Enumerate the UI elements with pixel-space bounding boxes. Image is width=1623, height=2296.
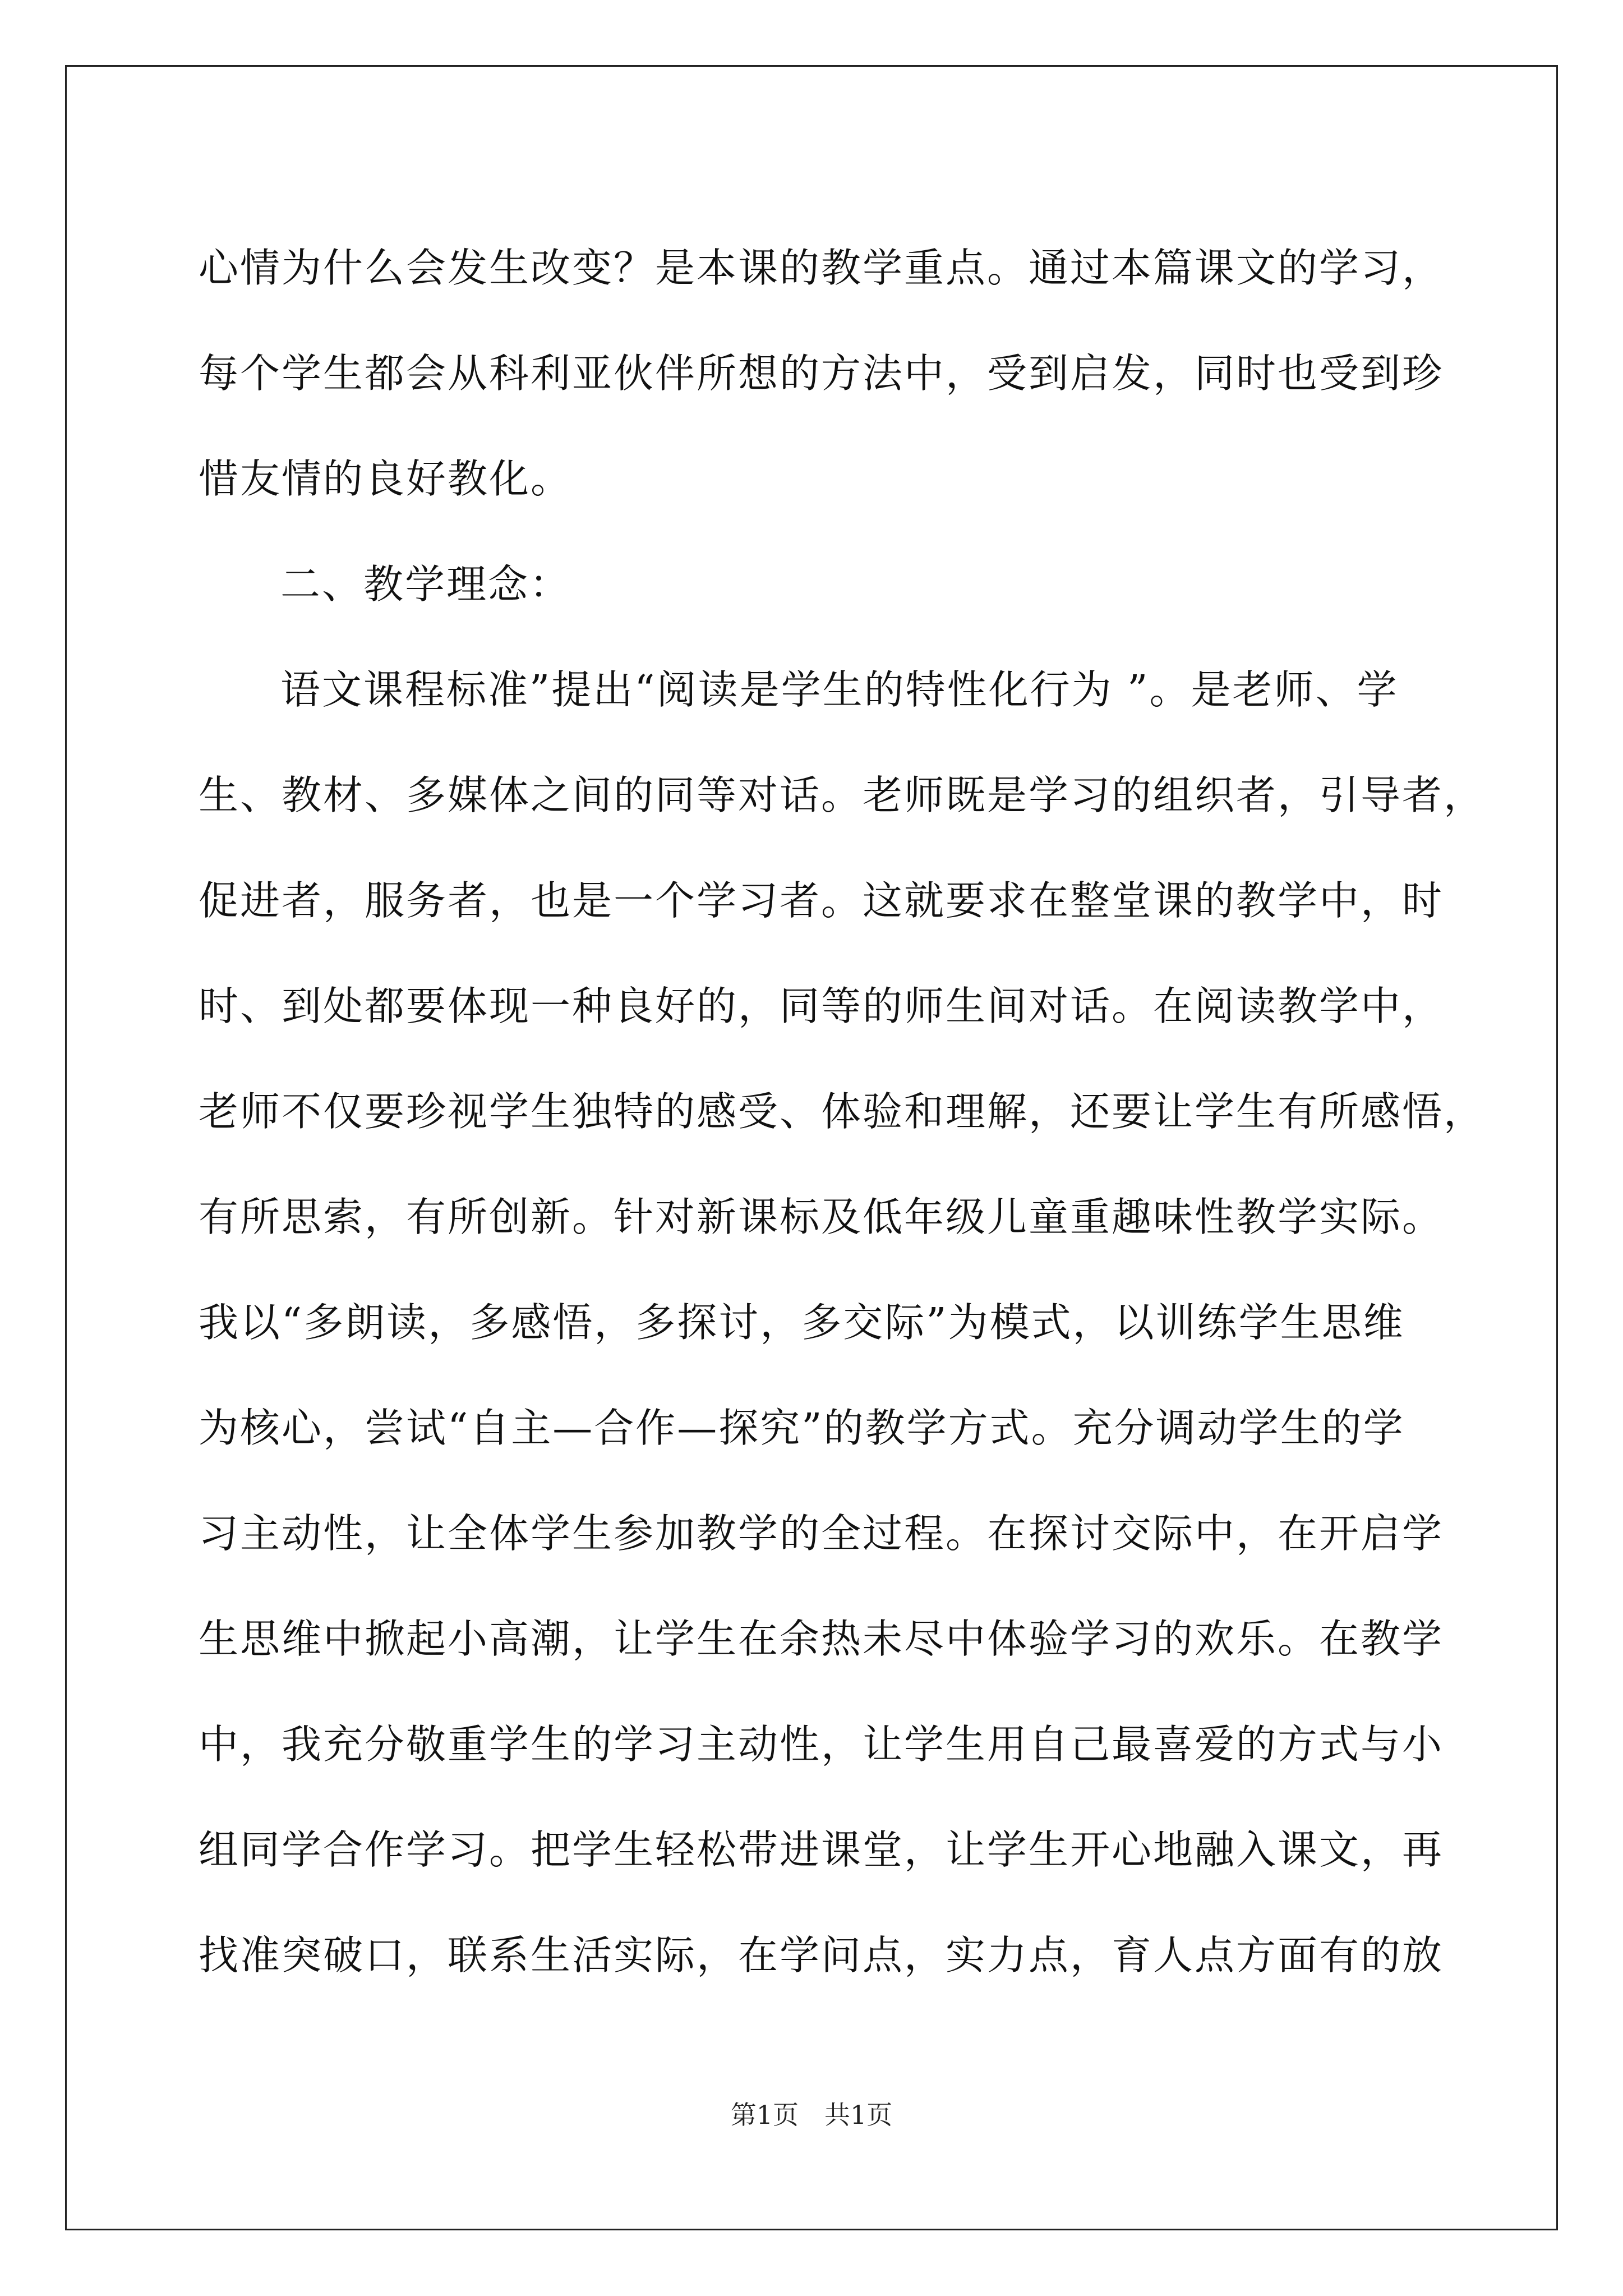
text-line: 找准突破口，联系生活实际，在学问点，实力点，育人点方面有的放 xyxy=(199,1932,1444,1978)
text-line: 心情为什么会发生改变？是本课的教学重点。通过本篇课文的学习， xyxy=(199,245,1444,291)
text-line: 组同学合作学习。把学生轻松带进课堂，让学生开心地融入课文，再 xyxy=(199,1826,1444,1873)
text-line: 时、到处都要体现一种良好的，同等的师生间对话。在阅读教学中， xyxy=(199,983,1444,1029)
text-line: 有所思索，有所创新。针对新课标及低年级儿童重趣味性教学实际。 xyxy=(199,1194,1444,1240)
document-body xyxy=(199,215,1486,2008)
text-line: 为核心，尝试“自主—合作—探究”的教学方式。充分调动学生的学 xyxy=(199,1405,1405,1451)
text-line: 促进者，服务者，也是一个学习者。这就要求在整堂课的教学中，时 xyxy=(199,877,1444,924)
text-line: 中，我充分敬重学生的学习主动性，让学生用自己最喜爱的方式与小 xyxy=(199,1721,1444,1768)
text-line: 生思维中掀起小高潮，让学生在余热未尽中体验学习的欢乐。在教学 xyxy=(199,1616,1444,1662)
section-heading: 二、教学理念： xyxy=(280,561,571,608)
text-line: 每个学生都会从科利亚伙伴所想的方法中，受到启发，同时也受到珍 xyxy=(199,350,1444,397)
page-number: 第1页 共1页 xyxy=(730,2100,893,2130)
text-line: 习主动性，让全体学生参加教学的全过程。在探讨交际中，在开启学 xyxy=(199,1510,1444,1557)
text-line: 惜友情的良好教化。 xyxy=(199,455,573,502)
text-line: 生、教材、多媒体之间的同等对话。老师既是学习的组织者，引导者， xyxy=(199,772,1486,818)
text-line: 老师不仅要珍视学生独特的感受、体验和理解，还要让学生有所感悟， xyxy=(199,1088,1486,1135)
text-line: 语文课程标准”提出“阅读是学生的特性化行为 ”。是老师、学 xyxy=(280,666,1399,713)
text-line: 我以“多朗读，多感悟，多探讨，多交际”为模式，以训练学生思维 xyxy=(199,1299,1405,1346)
